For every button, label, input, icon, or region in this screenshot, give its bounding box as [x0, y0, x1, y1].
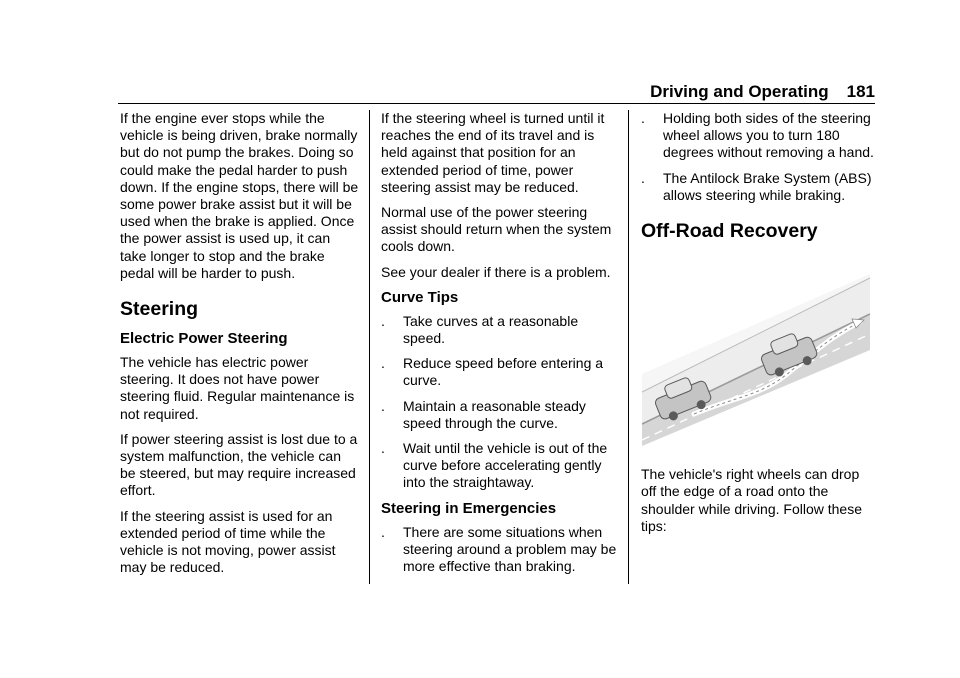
engine-stop-paragraph: If the engine ever stops while the vehicle is being driven, brake normally but do not pump the brakes. Doing so could make the pedal harder to push down. If the engine stops, there will be some power brake assist but it will be used when the brake is applied. Once the power assist is used up, it can take longer to stop and the brake pedal will be harder to push.: [120, 110, 359, 281]
bullet-mark: .: [381, 397, 385, 414]
header-rule: [118, 103, 875, 104]
off-road-recovery-heading: Off-Road Recovery: [641, 220, 818, 243]
off-road-recovery-illustration: [642, 274, 870, 446]
page-header: [0, 82, 875, 102]
eps-heading: Electric Power Steering: [120, 330, 288, 348]
list-item: [381, 398, 617, 432]
list-item-text: Maintain a reasonable steady speed through the curve.: [403, 397, 586, 431]
bullet-mark: .: [381, 312, 385, 329]
bullet-mark: .: [381, 355, 385, 372]
column-divider-2: [628, 110, 629, 584]
list-item: [641, 110, 877, 162]
eps-paragraph: The vehicle has electric power steering. It does not have power steering fluid. Regular maintenance is not required.: [120, 354, 355, 422]
dealer-paragraph: See your dealer if there is a problem.: [381, 263, 611, 280]
list-item-text: Holding both sides of the steering wheel allows you to turn 180 degrees without removing a hand.: [663, 110, 874, 161]
list-item: [381, 440, 617, 492]
list-item-text: Reduce speed before entering a curve.: [403, 355, 604, 389]
bullet-mark: .: [641, 110, 645, 126]
bullet-mark: .: [381, 440, 385, 457]
list-item: [381, 524, 617, 576]
list-item-text: Wait until the vehicle is out of the curve before accelerating gently into the straightaway.: [403, 440, 608, 491]
curve-tips-heading: Curve Tips: [381, 288, 459, 306]
column-1: [120, 110, 360, 584]
page-number: 181: [846, 82, 875, 101]
list-item-text: There are some situations when steering around a problem may be more effective than braking.: [403, 523, 617, 575]
list-item: [381, 313, 617, 347]
bullet-mark: .: [381, 523, 385, 540]
off-road-paragraph: The vehicle's right wheels can drop off the edge of a road onto the shoulder while driving. Follow these tips:: [641, 466, 862, 534]
section-title: Driving and Operating: [650, 82, 829, 101]
list-item: [381, 355, 617, 389]
wheel-travel-paragraph: If the steering wheel is turned until it reaches the end of its travel and is held against that position for an extended period of time, power steering assist may be reduced.: [381, 110, 605, 195]
assist-lost-paragraph: If power steering assist is lost due to a system malfunction, the vehicle can be steered, but may require increased effort.: [120, 430, 358, 499]
steering-heading: Steering: [120, 298, 199, 321]
column-3: [641, 110, 877, 543]
assist-return-paragraph: Normal use of the power steering assist should return when the system cools down.: [381, 204, 612, 255]
column-2: [381, 110, 617, 583]
list-item: [641, 170, 877, 204]
list-item-text: The Antilock Brake System (ABS) allows steering while braking.: [663, 169, 872, 203]
assist-reduced-paragraph: If the steering assist is used for an extended period of time while the vehicle is not moving, power assist may be reduced.: [120, 507, 336, 576]
column-divider-1: [369, 110, 370, 584]
emergencies-heading: Steering in Emergencies: [381, 499, 557, 517]
list-item-text: Take curves at a reasonable speed.: [403, 312, 579, 347]
bullet-mark: .: [641, 169, 645, 186]
